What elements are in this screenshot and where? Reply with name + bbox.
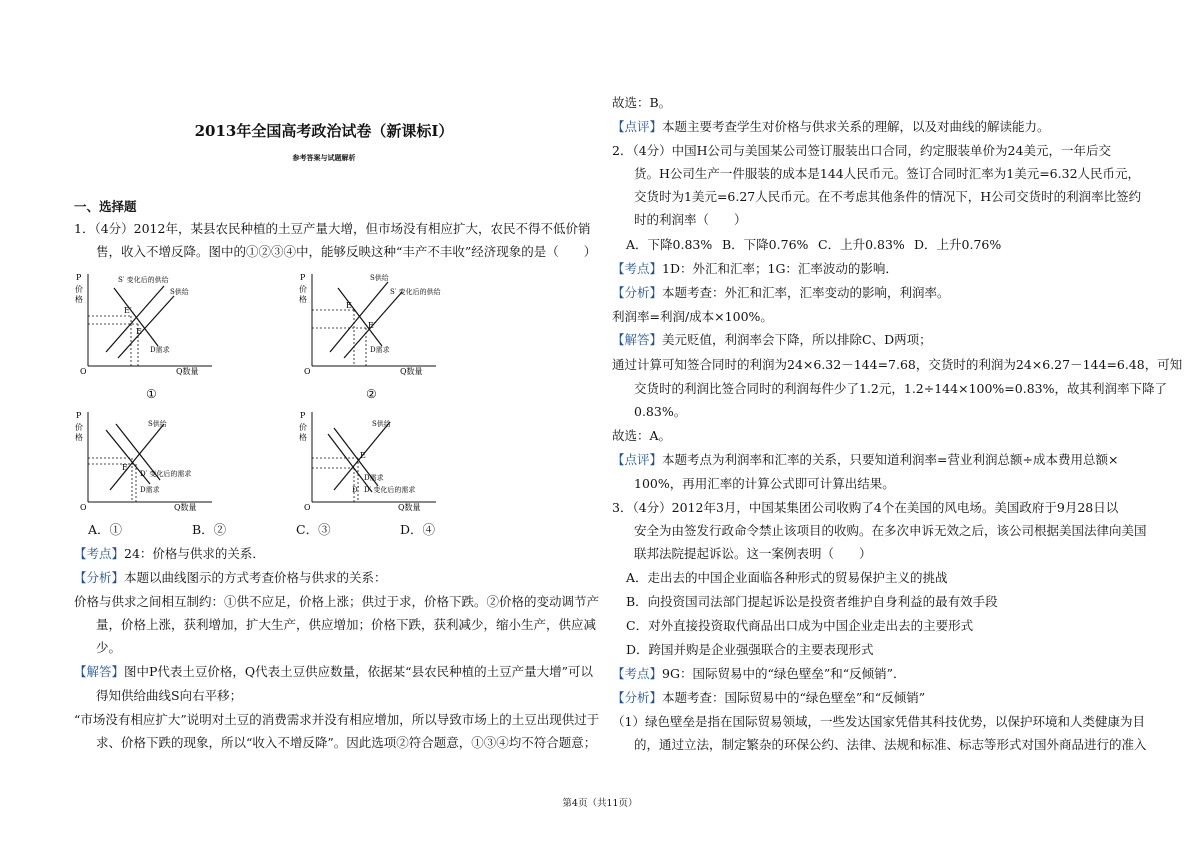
q2-option-a: A．下降0.83%	[626, 237, 713, 252]
graph-1	[74, 266, 224, 410]
graph-2-o-label: O	[304, 367, 311, 376]
q1-kaodian-text: 24：价格与供求的关系．	[124, 546, 265, 561]
graph-1-q-label: Q数量	[176, 367, 199, 376]
graph-2-number: ②	[366, 387, 377, 401]
graph-4-s-label: S供给	[372, 420, 391, 428]
page-subtitle: 参考答案与试题解析	[292, 153, 356, 162]
graph-4-e-label: E	[360, 451, 366, 460]
graph-1-d-label: D需求	[150, 346, 170, 354]
q1-stem-line1: 1．（4分）2012年，某县农民种植的土豆产量大增，但市场没有相应扩大，农民不得不低价销	[74, 221, 591, 236]
q3-option-a: A．走出去的中国企业面临各种形式的贸易保护主义的挑战	[626, 570, 948, 585]
graph-1-number: ①	[146, 387, 157, 401]
q2-jieda-text: 美元贬值，利润率会下降，所以排除C、D两项；	[662, 332, 932, 347]
q2-fenxi-text: 本题考查：外汇和汇率，汇率变动的影响，利润率。	[662, 285, 950, 300]
q2-jieda	[612, 331, 932, 349]
page-footer: 第4页（共11页）	[562, 798, 638, 809]
q1-jieda-line2: 得知供给曲线S向右平移；	[96, 688, 243, 703]
q3-kaodian	[612, 665, 906, 683]
q1-fenxi	[74, 569, 387, 587]
graph-1-s-label: S供给	[170, 288, 189, 296]
graph-2-jia-label: 价	[299, 285, 307, 294]
q2-kaodian-text: 1D：外汇和汇率；1G：汇率波动的影响．	[662, 261, 898, 276]
graph-3-s-label: S供给	[148, 420, 167, 428]
q2-option-d: D．上升0.76%	[914, 237, 1002, 252]
q2-kaodian	[612, 260, 898, 278]
q1-jieda-tag: 【解答】	[74, 664, 125, 679]
graph-1-e2-label: E′	[124, 306, 132, 315]
q2-calc-line2: 交货时的利润比签合同时的利润每件少了1.2元，1.2÷144×100%=0.83%，故其利润率下降了	[634, 381, 1167, 396]
q2-calc-line3: 0.83%。	[634, 404, 687, 419]
q1-selection: 故选：B。	[612, 95, 672, 110]
graph-4-d2-label: D′	[352, 486, 360, 494]
q1-fenxi-text: 本题以曲线图示的方式考查价格与供求的关系：	[124, 570, 387, 585]
q2-stem-line2: 货。H公司生产一件服装的成本是144人民币元。签订合同时汇率为1美元=6.32人民币元，	[634, 166, 1141, 181]
q2-selection: 故选：A。	[612, 428, 672, 443]
graph-1-p-label: P	[76, 273, 82, 282]
q2-stem-line1: 2．（4分）中国H公司与美国某公司签订服装出口合同，约定服装单价为24美元，一年后交	[612, 143, 1111, 158]
q2-dianping	[612, 451, 1118, 469]
q1-options	[88, 521, 435, 539]
q3-option-d: D．跨国并购是企业强强联合的主要表现形式	[626, 642, 874, 657]
q2-kaodian-tag: 【考点】	[612, 261, 663, 276]
q3-green-line1: （1）绿色壁垒是指在国际贸易领域，一些发达国家凭借其科技优势，以保护环境和人类健康为目	[612, 714, 1145, 729]
q1-dianping	[612, 118, 1050, 136]
graph-2-p-label: P	[300, 273, 306, 282]
graph-1-o-label: O	[80, 367, 87, 376]
graph-3-d-label: D需求	[140, 486, 160, 494]
graph-2-e-label: E	[346, 301, 352, 310]
graph-2	[298, 266, 448, 410]
graph-4-q-label: Q数量	[398, 503, 421, 512]
graph-2-d-label: D需求	[370, 346, 390, 354]
q2-dianping-text: 本题考点为利润率和汇率的关系，只要知道利润率=营业利润总额÷成本费用总额×	[662, 452, 1119, 467]
q2-dianping-tag: 【点评】	[612, 452, 663, 467]
graph-4-d-label: D需求	[364, 474, 384, 482]
graph-3-jia-label: 价	[75, 423, 83, 432]
q1-jieda-text: 图中P代表土豆价格，Q代表土豆供应数量，依据某“县农民种植的土豆产量大增”可以	[124, 664, 593, 679]
q2-options	[626, 236, 1001, 254]
section-heading: 一、选择题	[74, 199, 137, 214]
q1-jieda	[74, 663, 593, 681]
graph-2-ge-label: 格	[299, 295, 307, 304]
page-title: 2013年全国高考政治试卷（新课标Ⅰ）	[194, 122, 454, 140]
q1-dianping-text: 本题主要考查学生对价格与供求关系的理解，以及对曲线的解读能力。	[662, 119, 1050, 134]
graph-4-o-label: O	[304, 503, 311, 512]
graph-4	[298, 406, 448, 518]
q3-fenxi-tag: 【分析】	[612, 690, 663, 705]
q1-kaodian-tag: 【考点】	[74, 546, 125, 561]
q3-kaodian-text: 9G：国际贸易中的“绿色壁垒”和“反倾销”．	[662, 666, 906, 681]
graph-3-dnew-label: D′ 变化后的需求	[140, 470, 192, 478]
graph-1-ge-label: 格	[75, 295, 83, 304]
q2-option-b: B．下降0.76%	[722, 237, 809, 252]
graph-4-dnew-label: D′ 变化后的需求	[364, 486, 416, 494]
q2-option-c: C．上升0.83%	[818, 237, 905, 252]
q2-stem-line3: 交货时为1美元=6.27人民币元。在不考虑其他条件的情况下，H公司交货时的利润率比签约	[634, 189, 1142, 204]
q2-jieda-tag: 【解答】	[612, 332, 663, 347]
graph-4-p-label: P	[300, 411, 306, 420]
q3-option-c: C．对外直接投资取代商品出口成为中国企业走出去的主要形式	[626, 618, 974, 633]
q1-option-d: D．④	[400, 522, 436, 537]
q1-para1-line1: 价格与供求之间相互制约：①供不应足，价格上涨；供过于求，价格下跌。②价格的变动调节产	[74, 594, 600, 609]
graph-1-e-label: E	[136, 327, 142, 336]
q1-dianping-tag: 【点评】	[612, 119, 663, 134]
graph-3-p-label: P	[76, 411, 82, 420]
q1-kaodian	[74, 545, 265, 563]
q2-dianping-line2: 100%，再用汇率的计算公式即可计算出结果。	[634, 476, 895, 491]
q3-fenxi	[612, 689, 925, 707]
q2-fenxi	[612, 284, 950, 302]
q2-fenxi-tag: 【分析】	[612, 285, 663, 300]
q3-green-line2: 的，通过立法，制定繁杂的环保公约、法律、法规和标准、标志等形式对国外商品进行的准入	[634, 737, 1147, 752]
q1-para2-line2: 求、价格下跌的现象，所以“收入不增反降”。因此选项②符合题意，①③④均不符合题意；	[96, 735, 597, 750]
graph-1-snew-label: S′ 变化后的供给	[118, 276, 169, 284]
q1-stem-line2: 售，收入不增反降。图中的①②③④中，能够反映这种“丰产不丰收”经济现象的是（ ）	[96, 244, 597, 259]
graph-4-jia-label: 价	[299, 423, 307, 432]
q1-option-b: B．②	[192, 522, 227, 537]
q2-calc-line1: 通过计算可知签合同时的利润为24×6.32－144=7.68，交货时的利润为24×6.27－144=6.48，可知	[612, 357, 1183, 372]
q3-stem-line2: 安全为由签发行政命令禁止该项目的收购。在多次申诉无效之后，该公司根据美国法律向美国	[634, 523, 1147, 538]
graph-1-jia-label: 价	[75, 285, 83, 294]
q3-stem-line1: 3．（4分）2012年3月，中国某集团公司收购了4个在美国的风电场。美国政府于9月28日以	[612, 500, 1119, 515]
graph-3-q-label: Q数量	[174, 503, 197, 512]
q1-option-c: C．③	[296, 522, 331, 537]
q3-kaodian-tag: 【考点】	[612, 666, 663, 681]
q2-stem-line4: 时的利润率（ ）	[634, 212, 747, 227]
q1-para2-line1: “市场没有相应扩大”说明对土豆的消费需求并没有相应增加，所以导致市场上的土豆出现供过于	[74, 712, 600, 727]
graph-2-q-label: Q数量	[400, 367, 423, 376]
q1-para1-line3: 少。	[96, 640, 122, 655]
q3-fenxi-text: 本题考查：国际贸易中的“绿色壁垒”和“反倾销”	[662, 690, 926, 705]
graph-3-o-label: O	[80, 503, 87, 512]
q1-fenxi-tag: 【分析】	[74, 570, 125, 585]
q3-option-b: B．向投资国司法部门提起诉讼是投资者维护自身利益的最有效手段	[626, 594, 998, 609]
q1-option-a: A．①	[88, 522, 123, 537]
graph-3	[74, 406, 224, 518]
q1-para1-line2: 量，价格上涨，获利增加，扩大生产，供应增加；价格下跌，获利减少，缩小生产，供应减	[96, 617, 597, 632]
graph-2-e2-label: E′	[368, 321, 376, 330]
graph-2-snew-label: S′ 变化后的供给	[390, 288, 441, 296]
graph-4-ge-label: 格	[299, 433, 307, 442]
q2-formula: 利润率=利润/成本×100%。	[612, 309, 773, 324]
graph-2-s-label: S供给	[370, 274, 389, 282]
graph-3-e-label: E	[122, 463, 128, 472]
q3-stem-line3: 联邦法院提起诉讼。这一案例表明（ ）	[634, 546, 872, 561]
graph-3-ge-label: 格	[75, 433, 83, 442]
